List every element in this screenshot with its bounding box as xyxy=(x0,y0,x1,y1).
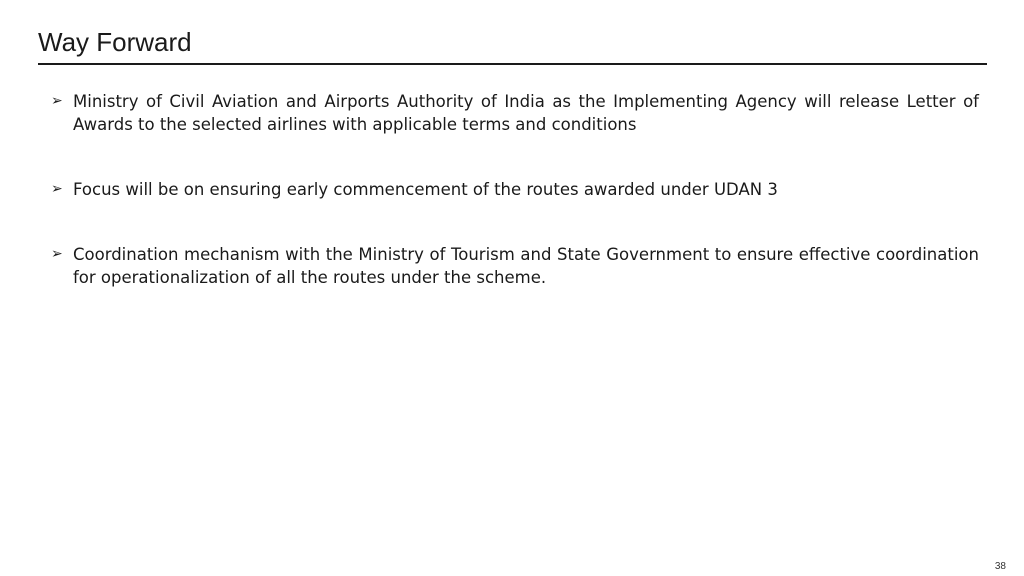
arrow-bullet-icon: ➢ xyxy=(51,93,63,109)
bullet-text: Focus will be on ensuring early commencement of the routes awarded under UDAN 3 xyxy=(73,180,778,199)
bullet-item xyxy=(51,178,979,201)
arrow-bullet-icon: ➢ xyxy=(51,246,63,262)
bullet-item xyxy=(51,90,979,136)
slide-title: Way Forward xyxy=(38,27,192,57)
arrow-bullet-icon: ➢ xyxy=(51,181,63,197)
bullet-item xyxy=(51,243,979,289)
title-divider xyxy=(38,63,987,65)
bullet-text: Ministry of Civil Aviation and Airports Authority of India as the Implementing Agency will release Letter of Awards to the selected airlines with applicable terms and conditions xyxy=(73,92,979,134)
bullet-text: Coordination mechanism with the Ministry of Tourism and State Government to ensure effective coordination for operationalization of all the routes under the scheme. xyxy=(73,245,979,287)
bullet-list xyxy=(51,90,979,289)
page-number: 38 xyxy=(994,561,1006,572)
